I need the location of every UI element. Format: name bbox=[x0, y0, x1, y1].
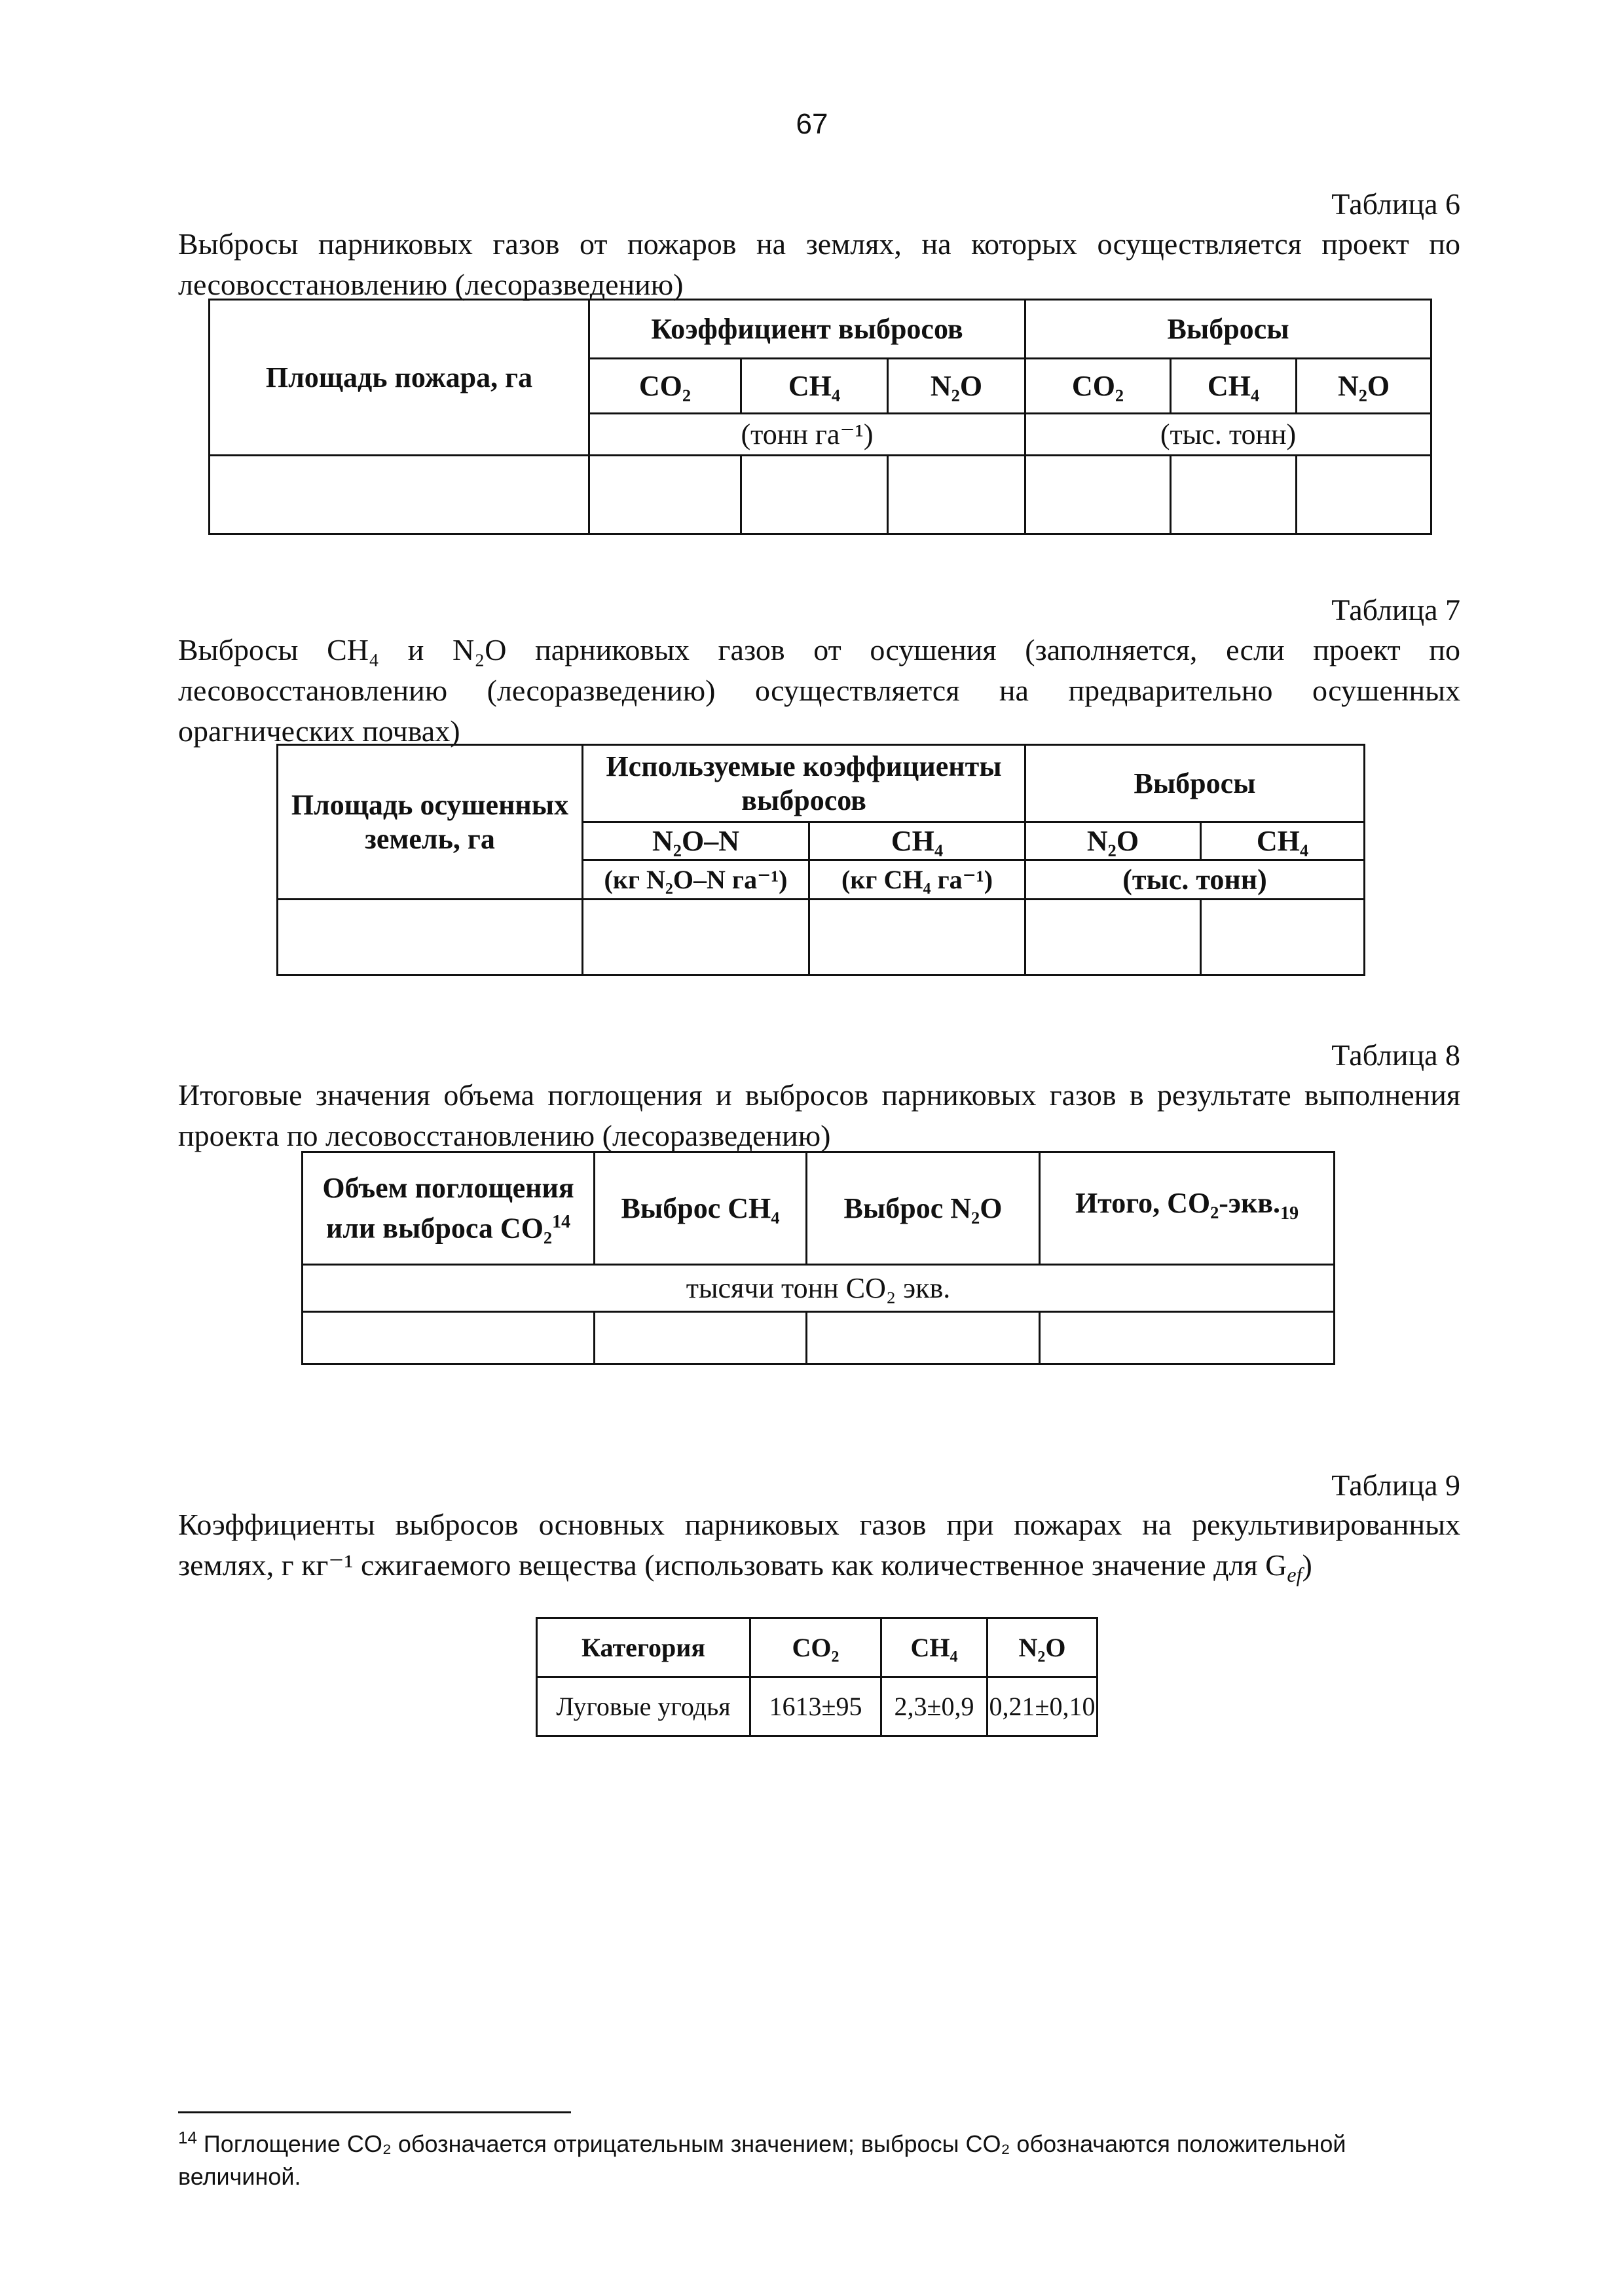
table8-caption bbox=[178, 1075, 1460, 1156]
table8-header-n2o: Выброс N₂O bbox=[807, 1152, 1040, 1265]
table9-header-n2o: N₂O bbox=[987, 1618, 1098, 1677]
table-row bbox=[537, 1677, 1098, 1736]
table7-coef-n2on: N₂O–N bbox=[583, 822, 809, 860]
table8-header-total bbox=[1040, 1152, 1335, 1265]
table8-header-absorption bbox=[303, 1152, 595, 1265]
table8-empty-row bbox=[303, 1312, 1335, 1364]
table6-coef-n2o: N₂O bbox=[888, 359, 1025, 414]
table9-header-ch4: CH₄ bbox=[881, 1618, 987, 1677]
table6-emis-ch4: CH₄ bbox=[1171, 359, 1297, 414]
table7-empty-row bbox=[278, 900, 1365, 975]
table6-caption-text: Выбросы парниковых газов от пожаров на землях, на которых осуществляется проект по лесовосстановлению (лесоразведению) bbox=[178, 227, 1460, 301]
table7-unit-ch4: (кг CH₄ га⁻¹) bbox=[809, 860, 1025, 900]
table6-unit-coef: (тонн га⁻¹) bbox=[589, 414, 1025, 456]
table9-cell-ch4: 2,3±0,9 bbox=[881, 1677, 987, 1736]
table7-label: Таблица 7 bbox=[1331, 593, 1460, 627]
table6-header-coef: Коэффициент выбросов bbox=[589, 300, 1025, 359]
footnote-ref-14: 14 bbox=[552, 1211, 571, 1232]
table9-cell-category: Луговые угодья bbox=[537, 1677, 750, 1736]
table6-coef-ch4: CH₄ bbox=[741, 359, 888, 414]
table9-caption-end: ) bbox=[1302, 1548, 1312, 1582]
footnote-mark: 14 bbox=[178, 2128, 197, 2147]
table7-unit-emis: (тыс. тонн) bbox=[1025, 860, 1365, 900]
page-number: 67 bbox=[796, 108, 828, 140]
table8-caption-text: Итоговые значения объема поглощения и выбросов парниковых газов в результате выполнения проекта по лесовосстановлению (лесоразведению) bbox=[178, 1078, 1460, 1152]
table6-coef-co2: CO₂ bbox=[589, 359, 741, 414]
table9-caption-main: Коэффициенты выбросов основных парниковых газов при пожарах на рекультивированных землях, г кг⁻¹ сжигаемого вещества (использовать как количественное значение для G bbox=[178, 1508, 1460, 1582]
table7-caption-text: Выбросы CH₄ и N₂O парниковых газов от осушения (заполняется, если проект по лесовосстановлению (лесоразведению) осуществляется на предварительно осушенных орагнических почвах) bbox=[178, 633, 1460, 748]
table8 bbox=[301, 1151, 1335, 1365]
table9-header-co2: CO₂ bbox=[750, 1618, 881, 1677]
table6-empty-row bbox=[210, 456, 1431, 534]
table7-coef-ch4: CH₄ bbox=[809, 822, 1025, 860]
table8-unit: тысячи тонн CO₂ экв. bbox=[303, 1265, 1335, 1312]
table7-caption bbox=[178, 630, 1460, 752]
table8-label: Таблица 8 bbox=[1331, 1038, 1460, 1072]
table7-emis-ch4: CH₄ bbox=[1201, 822, 1365, 860]
table6-emis-n2o: N₂O bbox=[1297, 359, 1431, 414]
table9-label: Таблица 9 bbox=[1331, 1468, 1460, 1502]
table6-caption bbox=[178, 224, 1460, 305]
table6-unit-emis: (тыс. тонн) bbox=[1025, 414, 1431, 456]
table6-header-emis: Выбросы bbox=[1025, 300, 1431, 359]
table9-cell-co2: 1613±95 bbox=[750, 1677, 881, 1736]
table8-header-absorption-text: Объем поглощения или выброса CO₂ bbox=[322, 1171, 574, 1245]
footnote bbox=[178, 2121, 1462, 2193]
table9-header-category: Категория bbox=[537, 1618, 750, 1677]
table9-caption bbox=[178, 1504, 1460, 1595]
table7 bbox=[276, 744, 1365, 976]
table9-caption-sub: ef bbox=[1287, 1563, 1302, 1587]
table6 bbox=[208, 299, 1432, 535]
table7-header-area: Площадь осушенных земель, га bbox=[278, 745, 583, 900]
table9-caption-text bbox=[178, 1504, 1460, 1595]
footnote-ref-19: 19 bbox=[1280, 1203, 1299, 1224]
table6-emis-co2: CO₂ bbox=[1025, 359, 1171, 414]
table7-unit-n2on: (кг N₂O–N га⁻¹) bbox=[583, 860, 809, 900]
table7-header-emis: Выбросы bbox=[1025, 745, 1365, 822]
table7-header-coef: Используемые коэффициенты выбросов bbox=[583, 745, 1025, 822]
table6-label: Таблица 6 bbox=[1331, 187, 1460, 221]
table9-cell-n2o: 0,21±0,10 bbox=[987, 1677, 1098, 1736]
footnote-divider bbox=[178, 2111, 571, 2113]
table7-emis-n2o: N₂O bbox=[1025, 822, 1201, 860]
footnote-body: Поглощение CO₂ обозначается отрицательным значением; выбросы CO₂ обозначаются положительной величиной. bbox=[178, 2130, 1346, 2190]
table6-header-area: Площадь пожара, га bbox=[210, 300, 589, 456]
table8-header-total-text: Итого, CO₂-экв. bbox=[1075, 1186, 1281, 1219]
table8-header-ch4: Выброс CH₄ bbox=[595, 1152, 807, 1265]
footnote-text bbox=[178, 2121, 1462, 2193]
table9 bbox=[536, 1617, 1098, 1737]
